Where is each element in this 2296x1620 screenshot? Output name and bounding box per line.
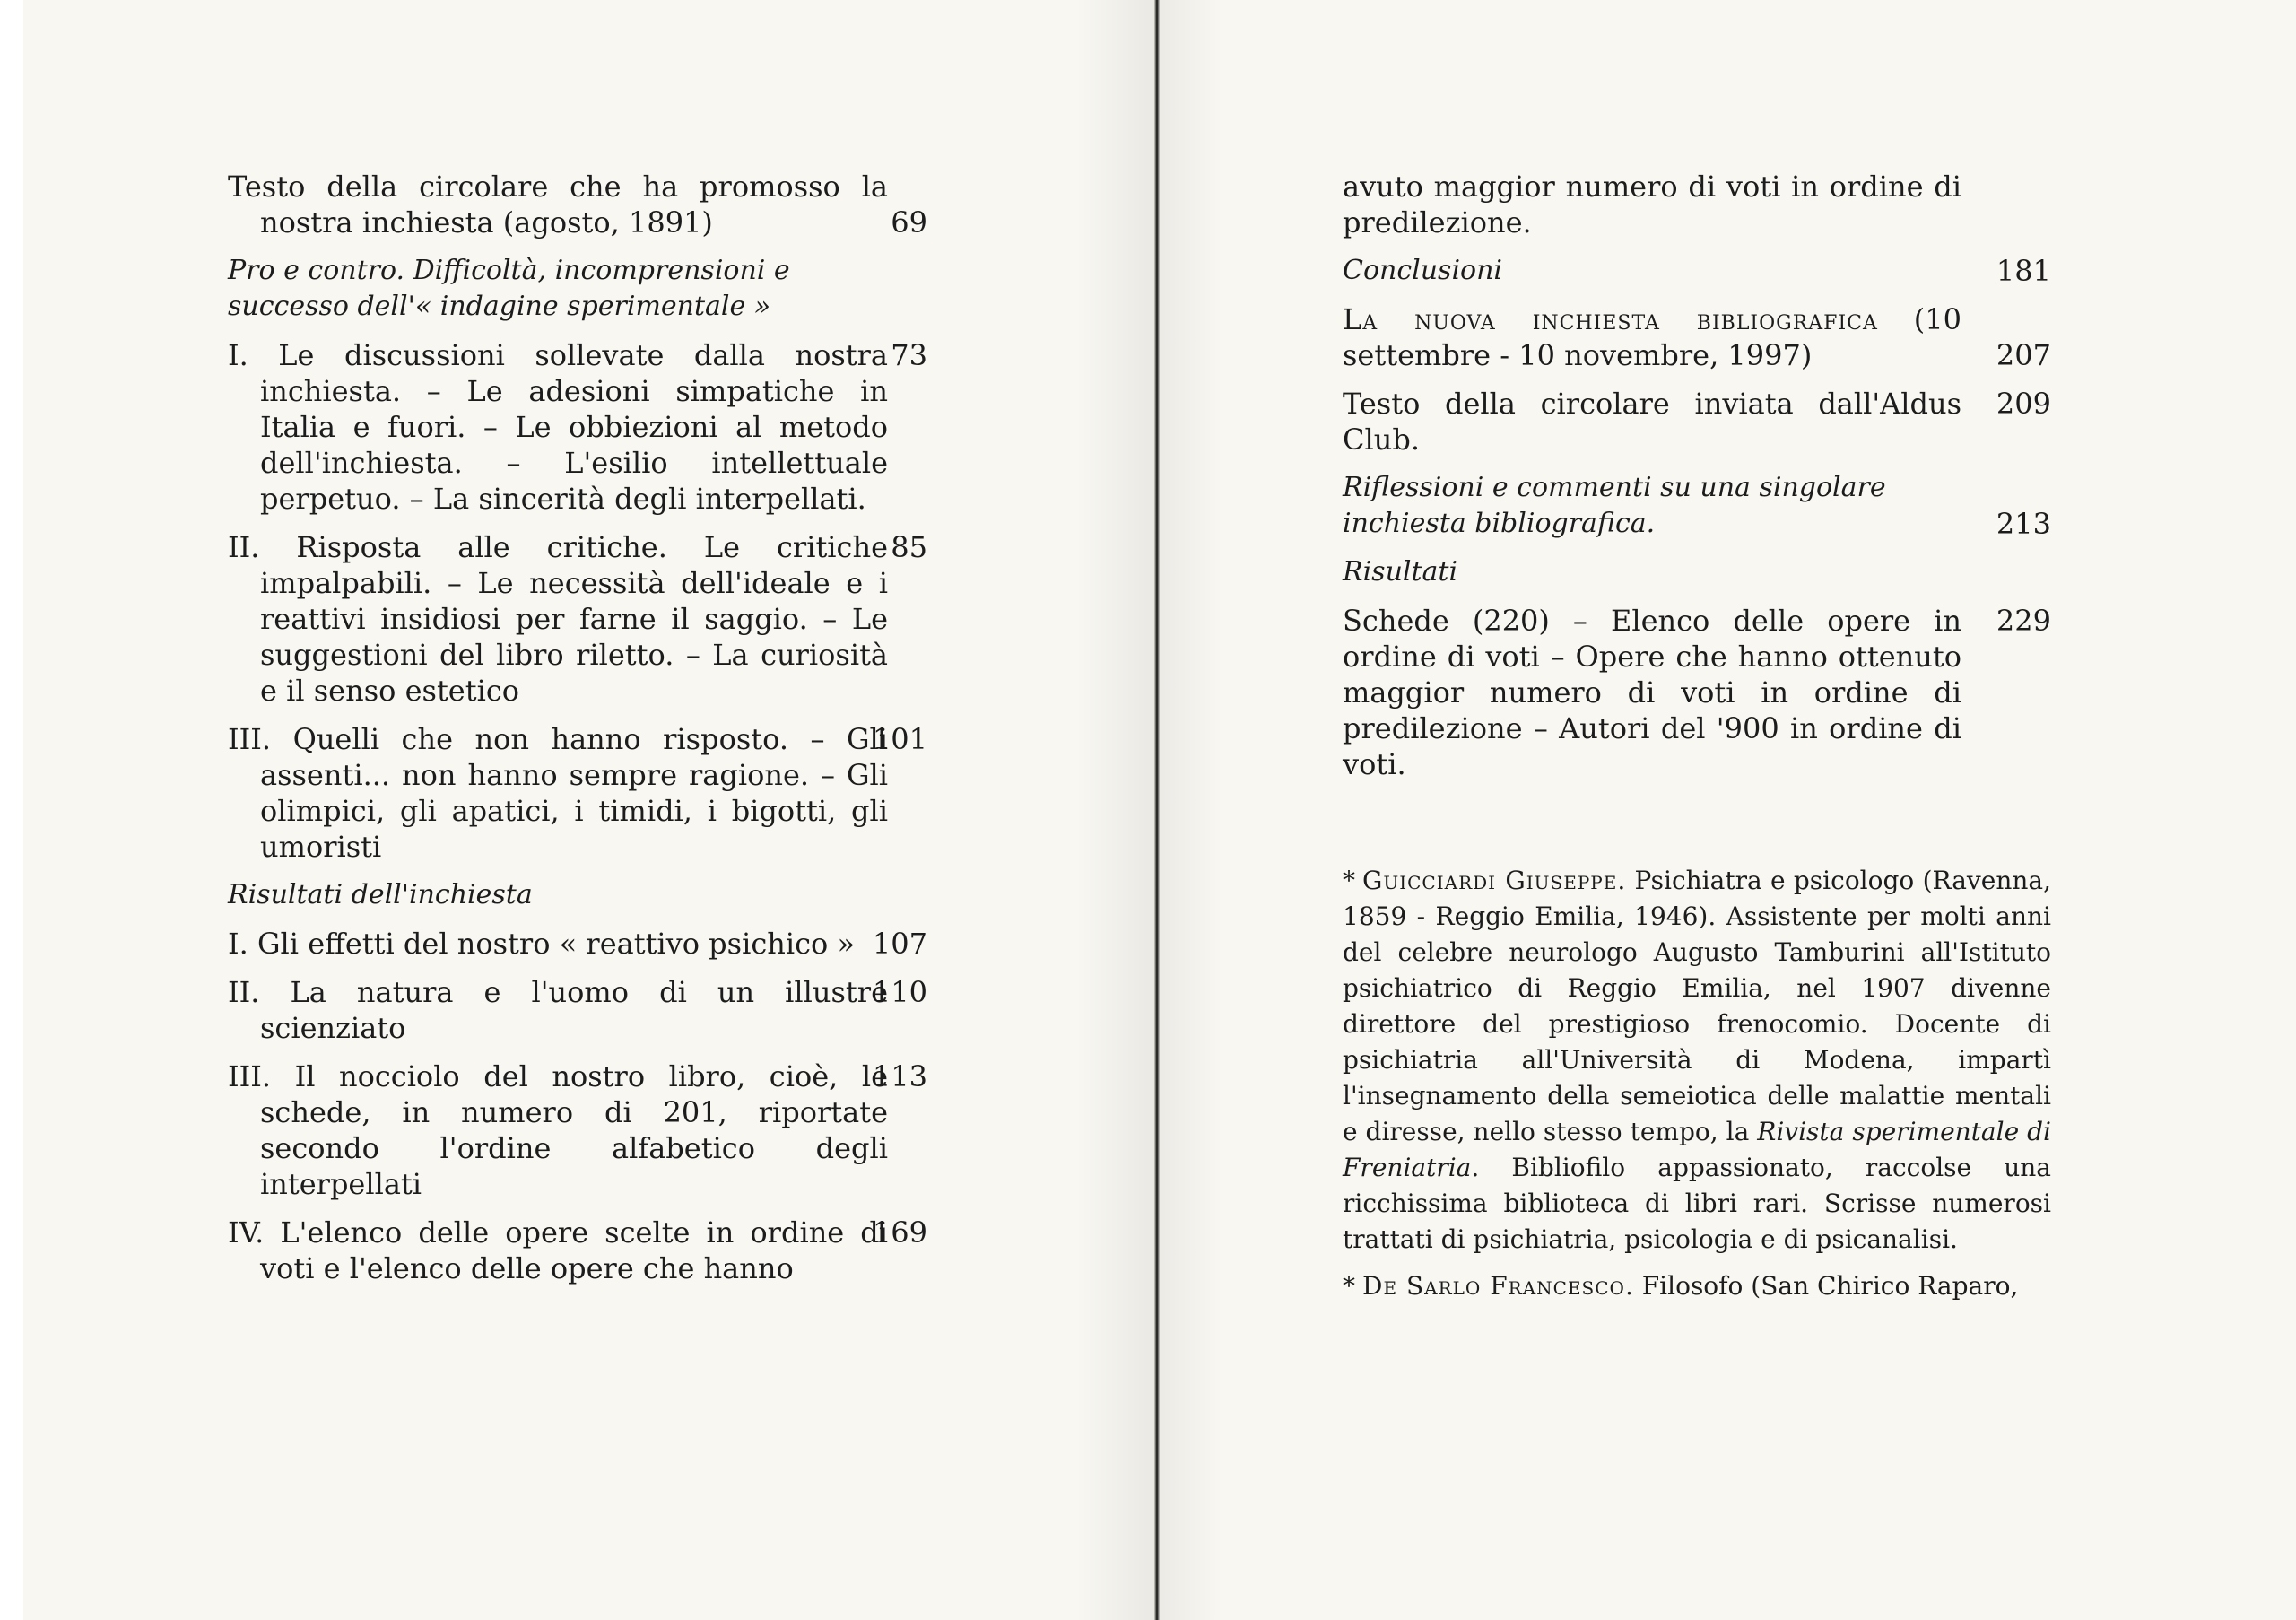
toc-section-heading: Risultati [1343, 556, 1458, 588]
toc-entry-text: I. Gli effetti del nostro « reattivo psichico » [228, 927, 856, 961]
toc-entry-text: III. Quelli che non hanno risposto. – Gli assenti... non hanno sempre ragione. – Gli olimpici, gli apatici, i timidi, i bigotti, gli umoristi [228, 722, 888, 864]
toc-entry [228, 1215, 927, 1286]
toc-page-number: 73 [891, 338, 927, 372]
toc-entry [228, 926, 927, 962]
toc-section-heading: Riflessioni e commenti su una singolare inchiesta bibliografica. [1343, 472, 1886, 539]
toc-page-number: 207 [1996, 338, 2051, 372]
toc-entry-text: II. La natura e l'uomo di un illustre scienziato [228, 975, 888, 1045]
biographical-notes [1343, 863, 2051, 1315]
toc-entry [228, 974, 927, 1046]
toc-entry-smallcaps: La nuova inchiesta bibliografica [1343, 302, 1878, 336]
toc-entry [1343, 301, 2051, 373]
footnote-text: Filosofo (San Chirico Raparo, [1633, 1271, 2019, 1301]
toc-entry-text: IV. L'elenco delle opere scelte in ordine di voti e l'elenco delle opere che hanno [228, 1215, 888, 1285]
toc-entry-text: avuto maggior numero di voti in ordine di predilezione. [1343, 170, 1961, 240]
toc-entry [228, 169, 927, 240]
toc-page-number: 169 [872, 1215, 927, 1250]
toc-page-number: 209 [1996, 387, 2051, 421]
toc-section-heading: Risultati dell'inchiesta [228, 879, 533, 910]
footnote-text: Psichiatra e psicologo (Ravenna, 1859 - Reggio Emilia, 1946). Assistente per molti anni del celebre neurologo Augusto Tamburini all'Istituto psichiatrico di Reggio Emilia, nel 1907 divenne direttore del prestigioso frenocomio. Docente di psichiatria all'Università di Modena, impartì l'insegnamento della semeiotica delle malattie mentali e diresse, nello stesso tempo, la [1343, 866, 2051, 1146]
toc-page-number: 213 [1996, 507, 2051, 541]
toc-page-number: 113 [872, 1059, 927, 1093]
toc-page-number: 107 [872, 927, 927, 961]
toc-entry-text: II. Risposta alle critiche. Le critiche impalpabili. – Le necessità dell'ideale e i reattivi insidiosi per farne il saggio. – Le suggestioni del libro riletto. – La curiosità e il senso estetico [228, 530, 888, 708]
right-table-of-contents [1343, 169, 2051, 795]
footnote-text-end: . Bibliofilo appassionato, raccolse una ricchissima biblioteca di libri rari. Scrisse numerosi trattati di psichiatria, psicologia e di psicanalisi. [1343, 1153, 2051, 1254]
toc-entry [228, 337, 927, 517]
toc-section-entry [1343, 470, 2051, 542]
toc-page-number: 181 [1996, 254, 2051, 288]
footnote-name: Guicciardi Giuseppe. [1362, 866, 1627, 895]
gutter-shadow-left [1076, 0, 1155, 1620]
book-gutter [1154, 0, 1160, 1620]
toc-page-number: 110 [872, 975, 927, 1009]
toc-page-number: 101 [872, 722, 927, 756]
gutter-shadow-right [1160, 0, 1222, 1620]
toc-entry-text: Schede (220) – Elenco delle opere in ordine di voti – Opere che hanno ottenuto maggior numero di voti in ordine di predilezione – Autori del '900 in ordine di voti. [1343, 604, 1961, 781]
toc-section-entry [1343, 253, 2051, 289]
left-table-of-contents [228, 169, 927, 1299]
toc-entry-rest: (10 settembre - 10 novembre, 1997) [1343, 302, 1962, 372]
toc-section-heading: Conclusioni [1343, 255, 1503, 286]
toc-entry-text: Testo della circolare che ha promosso la nostra inchiesta (agosto, 1891) [228, 170, 888, 240]
footnote-italic-title: Rivista sperimentale di Freniatria [1343, 1117, 2051, 1182]
toc-page-number: 69 [891, 205, 927, 240]
footnote-asterisk: * [1343, 1271, 1355, 1301]
toc-page-number: 85 [891, 530, 927, 564]
footnote-name: De Sarlo Francesco. [1362, 1271, 1634, 1301]
toc-entry-text: I. Le discussioni sollevate dalla nostra inchiesta. – Le adesioni simpatiche in Italia e fuori. – Le obbiezioni al metodo dell'inchiesta. – L'esilio intellettuale perpetuo. – La sincerità degli interpellati. [228, 338, 888, 516]
toc-entry [228, 529, 927, 709]
toc-entry-text: III. Il nocciolo del nostro libro, cioè, le schede, in numero di 201, riportate secondo l'ordine alfabetico degli interpellati [228, 1059, 888, 1201]
footnote [1343, 863, 2051, 1258]
toc-entry [1343, 386, 2051, 457]
toc-entry-text [1343, 301, 1961, 373]
footnote-asterisk: * [1343, 866, 1355, 895]
toc-entry-text: Testo della circolare inviata dall'Aldus Club. [1343, 387, 1961, 457]
toc-entry [228, 721, 927, 865]
footnote [1343, 1268, 2051, 1304]
toc-entry [1343, 169, 2051, 240]
toc-entry [1343, 603, 2051, 782]
toc-entry [228, 1058, 927, 1202]
toc-page-number: 229 [1996, 604, 2051, 638]
toc-section-heading: Pro e contro. Difficoltà, incomprensioni e successo dell'« indagine sperimentale » [228, 255, 790, 322]
